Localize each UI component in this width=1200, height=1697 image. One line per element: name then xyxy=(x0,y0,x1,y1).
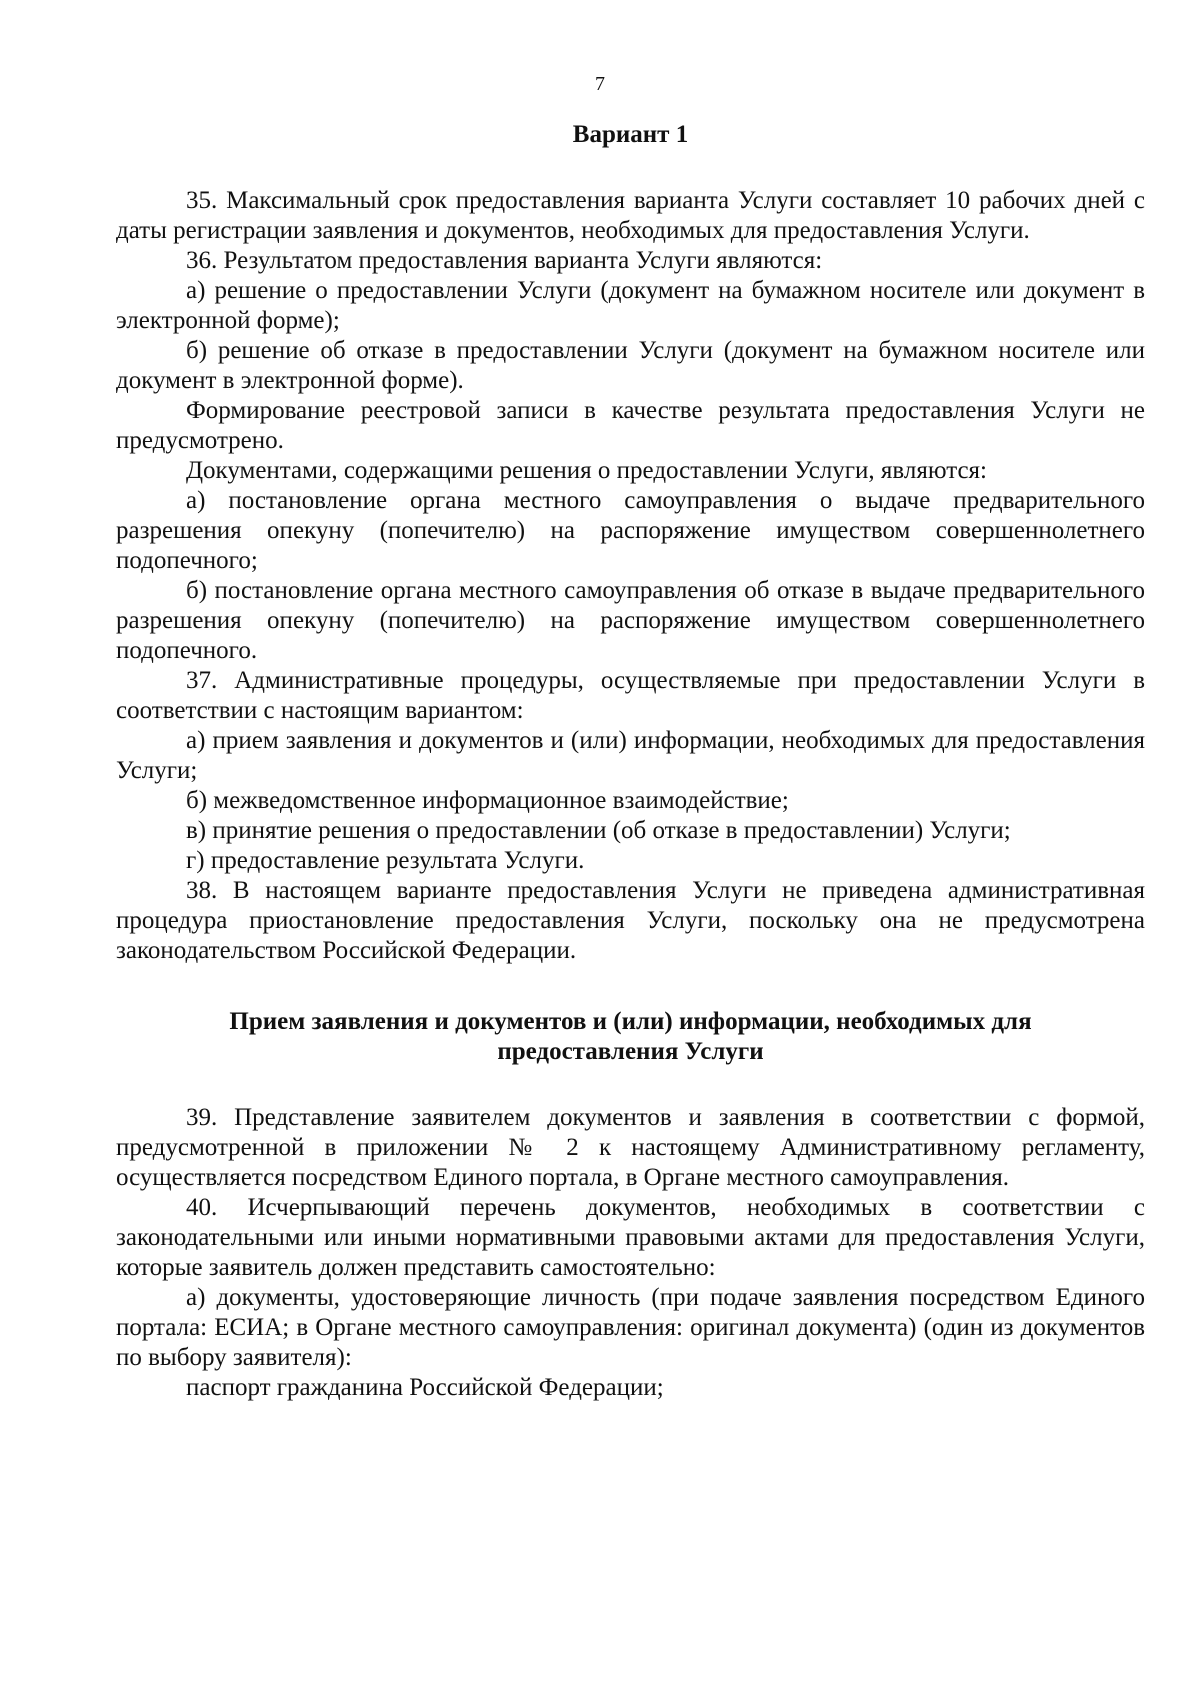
paragraph: а) решение о предоставлении Услуги (документ на бумажном носителе или документ в электронной форме); xyxy=(116,277,1145,334)
paragraph: 37. Административные процедуры, осуществляемые при предоставлении Услуги в соответствии с настоящим вариантом: xyxy=(116,667,1145,724)
document-body xyxy=(116,120,1145,1403)
paragraph: б) постановление органа местного самоуправления об отказе в выдаче предварительного разрешения опекуну (попечителю) на распоряжение имуществом совершеннолетнего подопечного. xyxy=(116,577,1145,664)
paragraph: б) решение об отказе в предоставлении Услуги (документ на бумажном носителе или документ в электронной форме). xyxy=(116,337,1145,394)
paragraph: 38. В настоящем варианте предоставления Услуги не приведена административная процедура приостановление предоставления Услуги, поскольку она не предусмотрена законодательством Российской Федерации. xyxy=(116,877,1145,964)
heading-variant: Вариант 1 xyxy=(572,121,689,148)
paragraph: паспорт гражданина Российской Федерации; xyxy=(186,1374,664,1401)
paragraph: 35. Максимальный срок предоставления варианта Услуги составляет 10 рабочих дней с даты регистрации заявления и документов, необходимых для предоставления Услуги. xyxy=(116,187,1145,244)
paragraph: Формирование реестровой записи в качестве результата предоставления Услуги не предусмотрено. xyxy=(116,397,1145,454)
paragraph: 36. Результатом предоставления варианта Услуги являются: xyxy=(186,247,823,274)
paragraph: а) прием заявления и документов и (или) информации, необходимых для предоставления Услуги; xyxy=(116,727,1145,784)
paragraph: а) постановление органа местного самоуправления о выдаче предварительного разрешения опекуну (попечителю) на распоряжение имуществом совершеннолетнего подопечного; xyxy=(116,487,1145,574)
page-number: 7 xyxy=(595,73,605,95)
section-variant-1 xyxy=(116,186,1145,966)
paragraph: г) предоставление результата Услуги. xyxy=(186,847,585,874)
paragraph: 39. Представление заявителем документов и заявления в соответствии с формой, предусмотренной в приложении № 2 к настоящему Административному регламенту, осуществляется посредством Единого портала, в Органе местного самоуправления. xyxy=(116,1104,1145,1191)
section-application-intake xyxy=(116,1103,1145,1403)
heading-section-2 xyxy=(116,1007,1145,1067)
paragraph: б) межведомственное информационное взаимодействие; xyxy=(186,787,789,814)
heading-section-2-line2: предоставления Услуги xyxy=(497,1038,764,1065)
paragraph: а) документы, удостоверяющие личность (при подаче заявления посредством Единого портала: ЕСИА; в Органе местного самоуправления: оригинал документа) (один из документов по выбору заявителя): xyxy=(116,1284,1145,1371)
heading-section-2-line1: Прием заявления и документов и (или) информации, необходимых для xyxy=(229,1008,1032,1035)
paragraph: Документами, содержащими решения о предоставлении Услуги, являются: xyxy=(186,457,987,484)
paragraph: 40. Исчерпывающий перечень документов, необходимых в соответствии с законодательными или иными нормативными правовыми актами для предоставления Услуги, которые заявитель должен представить самостоятельно: xyxy=(116,1194,1145,1281)
paragraph: в) принятие решения о предоставлении (об отказе в предоставлении) Услуги; xyxy=(186,817,1011,844)
